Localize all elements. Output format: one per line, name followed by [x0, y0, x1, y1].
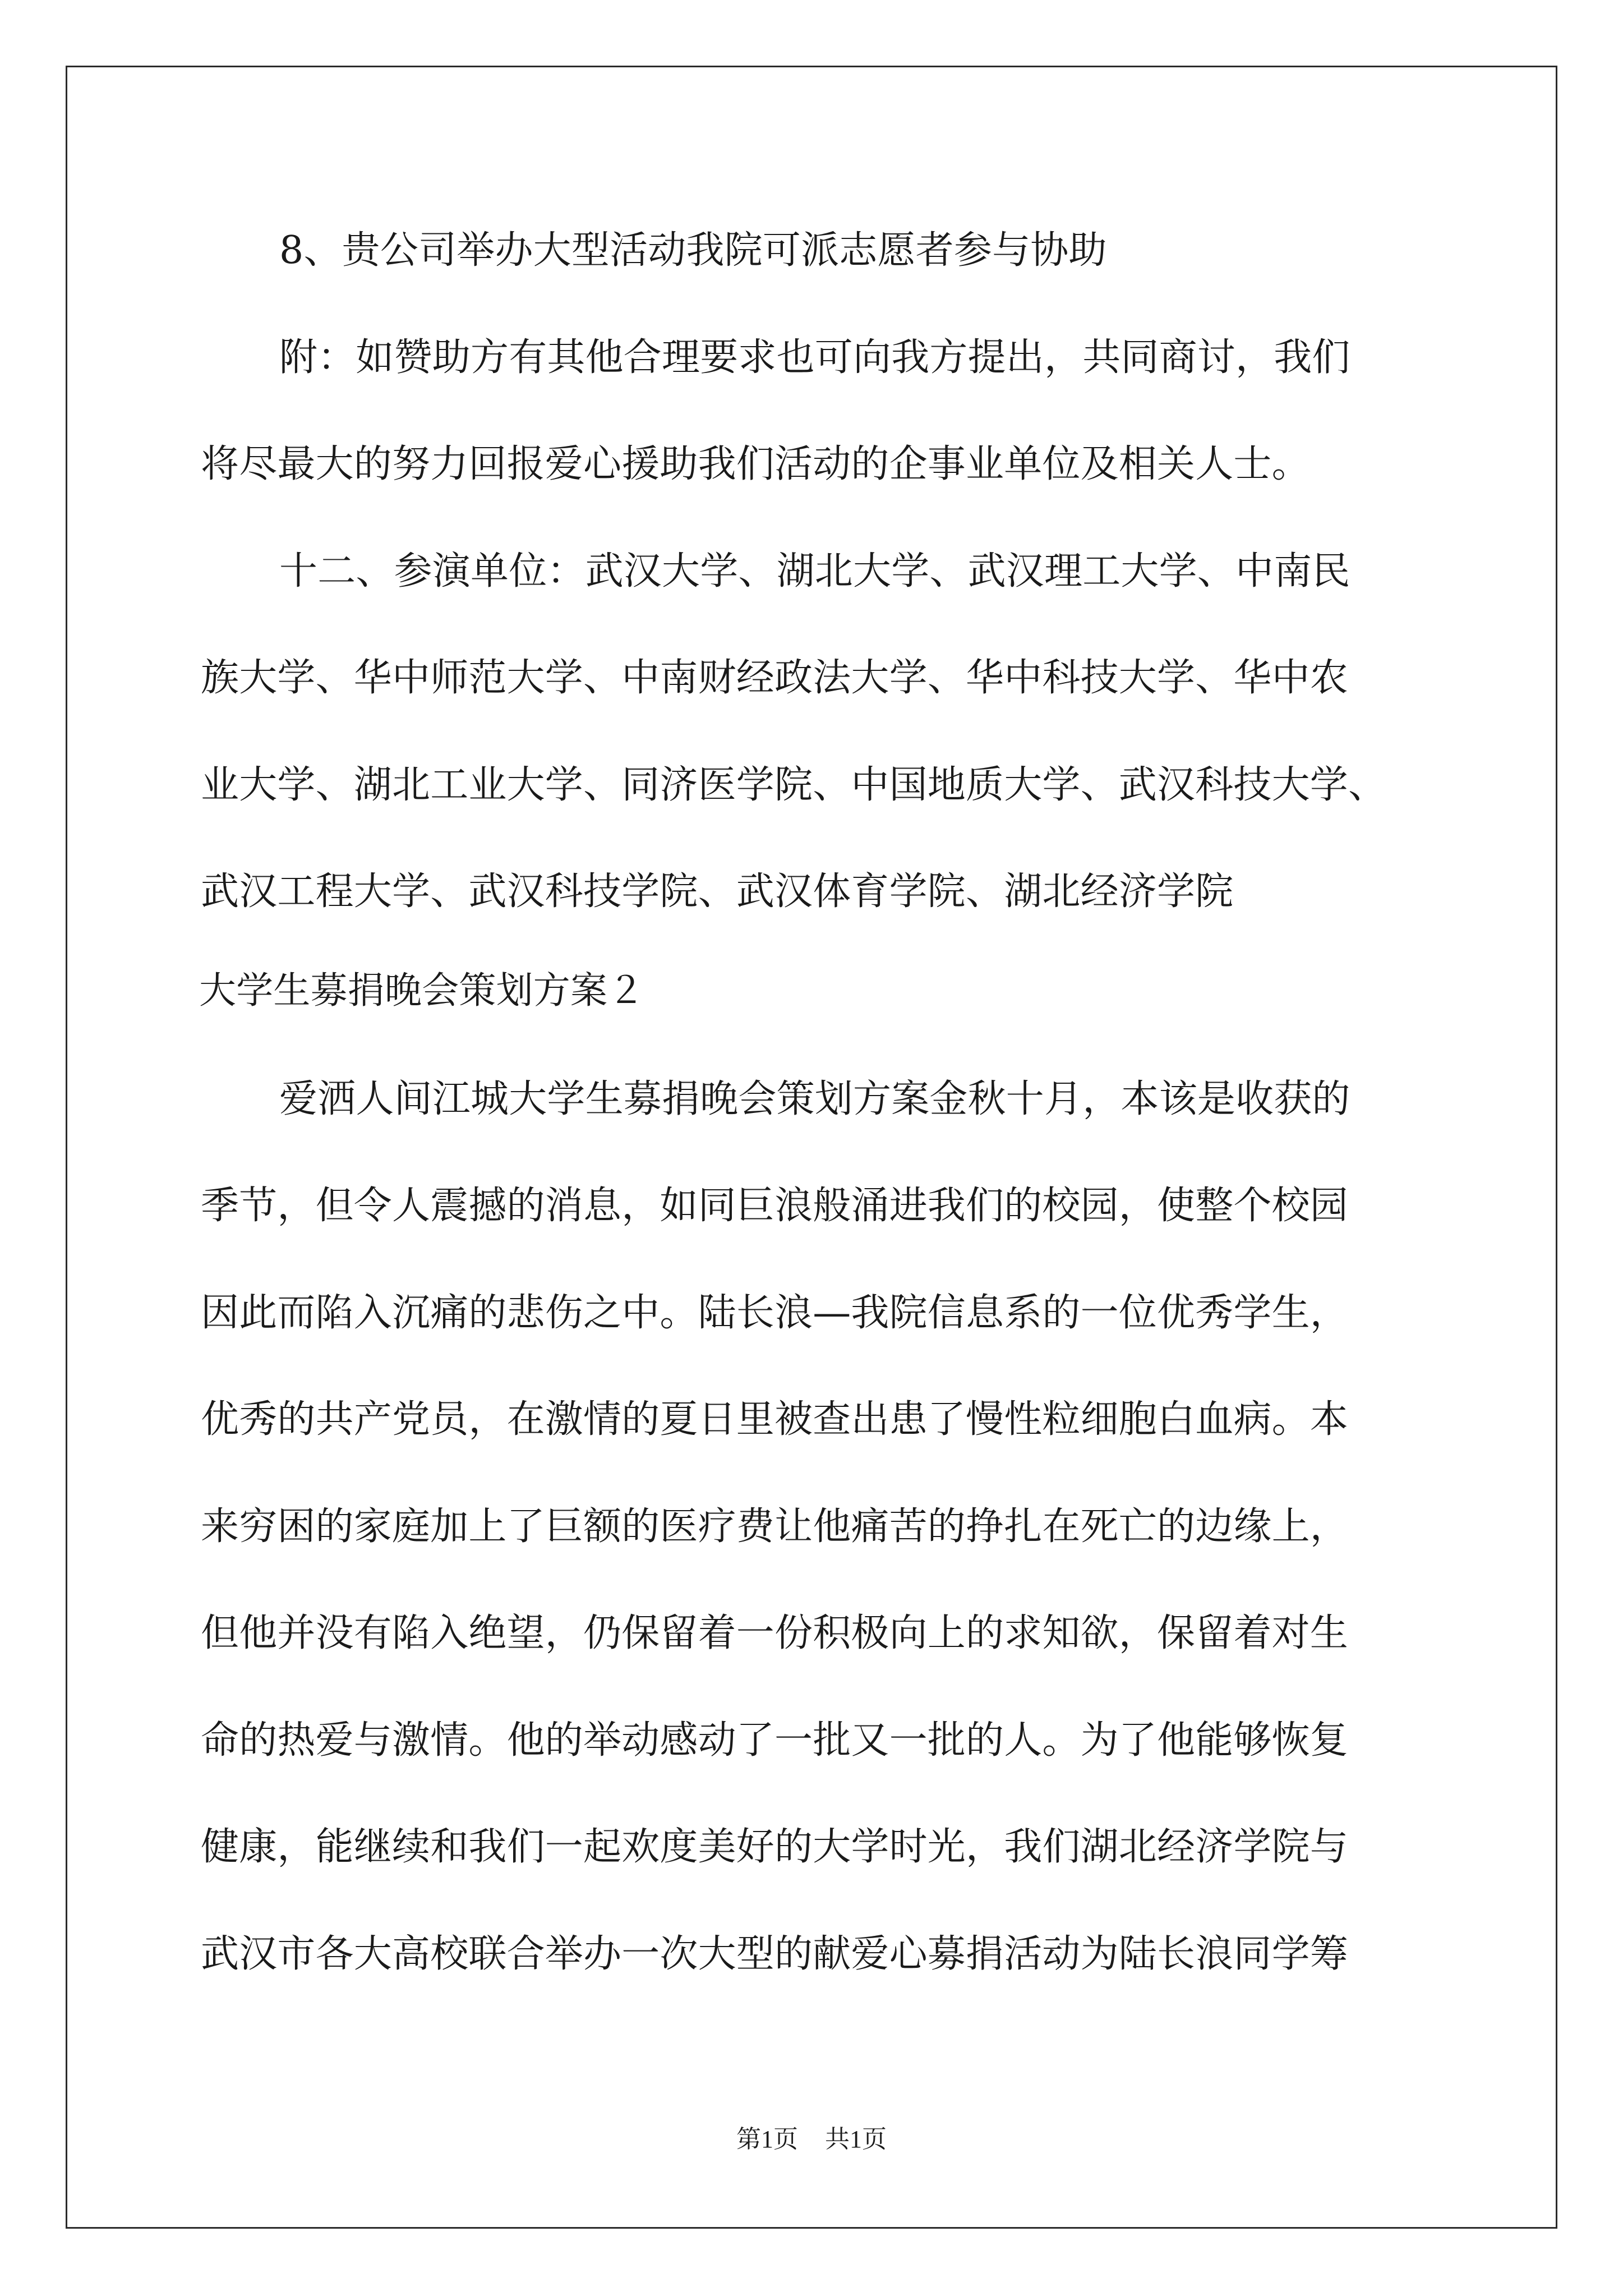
paragraph-line: 季节，但令人震撼的消息，如同巨浪般涌进我们的校园，使整个校园 [201, 1184, 1349, 1228]
paragraph-line: 但他并没有陷入绝望，仍保留着一份积极向上的求知欲，保留着对生 [201, 1611, 1349, 1655]
section-heading: 大学生募捐晚会策划方案２ [199, 969, 645, 1012]
page-border [66, 66, 1557, 2229]
paragraph-line: 优秀的共产党员，在激情的夏日里被查出患了慢性粒细胞白血病。本 [201, 1397, 1349, 1442]
paragraph-line: 健康，能继续和我们一起欢度美好的大学时光，我们湖北经济学院与 [201, 1825, 1349, 1869]
page-number-current: 第1页 [736, 2125, 798, 2153]
paragraph-line: 十二、参演单位：武汉大学、湖北大学、武汉理工大学、中南民 [279, 549, 1350, 593]
paragraph-line: 来穷困的家庭加上了巨额的医疗费让他痛苦的挣扎在死亡的边缘上， [201, 1504, 1349, 1549]
paragraph-line: 武汉市各大高校联合举办一次大型的献爱心募捐活动为陆长浪同学筹 [201, 1932, 1349, 1976]
paragraph-line: 附：如赞助方有其他合理要求也可向我方提出，共同商讨，我们 [279, 335, 1350, 380]
paragraph-line: 业大学、湖北工业大学、同济医学院、中国地质大学、武汉科技大学、 [201, 763, 1387, 807]
page-number-total: 共1页 [825, 2125, 887, 2153]
paragraph-line: 爱洒人间江城大学生募捐晚会策划方案金秋十月，本该是收获的 [279, 1077, 1350, 1121]
paragraph-line: 将尽最大的努力回报爱心援助我们活动的企事业单位及相关人士。 [201, 442, 1310, 486]
paragraph-line: 8、贵公司举办大型活动我院可派志愿者参与协助 [279, 228, 1107, 273]
paragraph-line: 族大学、华中师范大学、中南财经政法大学、华中科技大学、华中农 [201, 656, 1349, 700]
paragraph-line: 命的热爱与激情。他的举动感动了一批又一批的人。为了他能够恢复 [201, 1718, 1349, 1763]
paragraph-line: 武汉工程大学、武汉科技学院、武汉体育学院、湖北经济学院 [201, 869, 1234, 914]
page-footer [0, 2127, 1623, 2152]
paragraph-line: 因此而陷入沉痛的悲伤之中。陆长浪—我院信息系的一位优秀学生， [201, 1291, 1349, 1335]
